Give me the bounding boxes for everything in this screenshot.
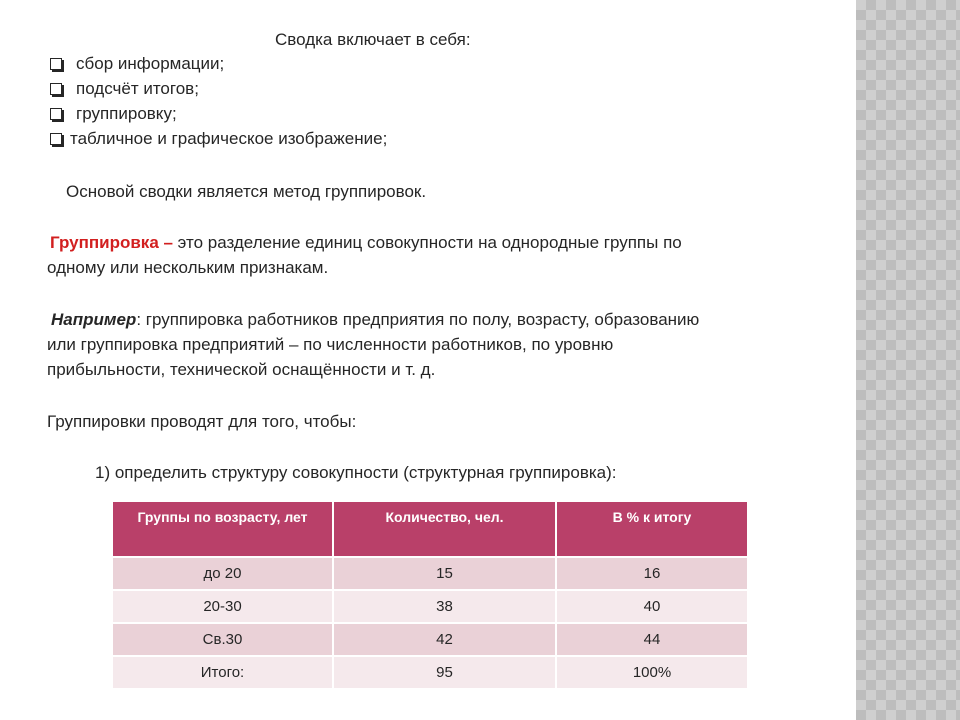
definition-line-1 — [50, 231, 682, 255]
example-text: : группировка работников предприятия по полу, возрасту, образованию — [136, 310, 700, 329]
table-cell: 44 — [556, 623, 747, 656]
bullet-text: табличное и графическое изображение; — [70, 129, 388, 148]
table-cell: 100% — [556, 656, 747, 688]
checkbox-bullet-icon — [50, 108, 62, 120]
checkbox-bullet-icon — [50, 133, 62, 145]
definition-line-2: одному или нескольким признакам. — [47, 258, 329, 277]
column-header: В % к итогу — [556, 502, 747, 557]
table-row — [113, 557, 747, 590]
basis-text: Основой сводки является метод группировок. — [66, 182, 427, 201]
bullet-text: группировку; — [76, 104, 177, 123]
bullet-item — [50, 102, 177, 126]
table-cell: до 20 — [113, 557, 333, 590]
bullet-item — [50, 52, 224, 76]
purpose-text: Группировки проводят для того, чтобы: — [47, 412, 357, 431]
table-cell: 38 — [333, 590, 556, 623]
definition-text: это разделение единиц совокупности на однородные группы по — [172, 233, 682, 252]
table-cell: Итого: — [113, 656, 333, 688]
age-groups-table — [113, 502, 747, 688]
table-cell: 16 — [556, 557, 747, 590]
example-line-2: или группировка предприятий – по численности работников, по уровню — [47, 335, 614, 354]
checkbox-bullet-icon — [50, 58, 62, 70]
example-line-1 — [51, 308, 699, 332]
table-cell: 20-30 — [113, 590, 333, 623]
table-cell: 42 — [333, 623, 556, 656]
definition-term: Группировка – — [50, 233, 173, 252]
table-cell: Св.30 — [113, 623, 333, 656]
table-cell: 15 — [333, 557, 556, 590]
example-term: Например — [51, 310, 137, 329]
column-header: Количество, чел. — [333, 502, 556, 557]
table-cell: 95 — [333, 656, 556, 688]
example-line-3: прибыльности, технической оснащённости и т. д. — [47, 360, 436, 379]
table-cell: 40 — [556, 590, 747, 623]
decorative-side-panel — [856, 0, 960, 720]
point-1-text: 1) определить структуру совокупности (структурная группировка): — [95, 463, 617, 482]
column-header: Группы по возрасту, лет — [113, 502, 333, 557]
checkbox-bullet-icon — [50, 83, 62, 95]
table-row-total — [113, 656, 747, 688]
bullet-item — [50, 77, 199, 101]
bullet-text: подсчёт итогов; — [76, 79, 199, 98]
table-header-row — [113, 502, 747, 557]
intro-heading: Сводка включает в себя: — [275, 30, 471, 49]
table-row — [113, 623, 747, 656]
bullet-item — [50, 127, 387, 151]
bullet-text: сбор информации; — [76, 54, 225, 73]
table-row — [113, 590, 747, 623]
